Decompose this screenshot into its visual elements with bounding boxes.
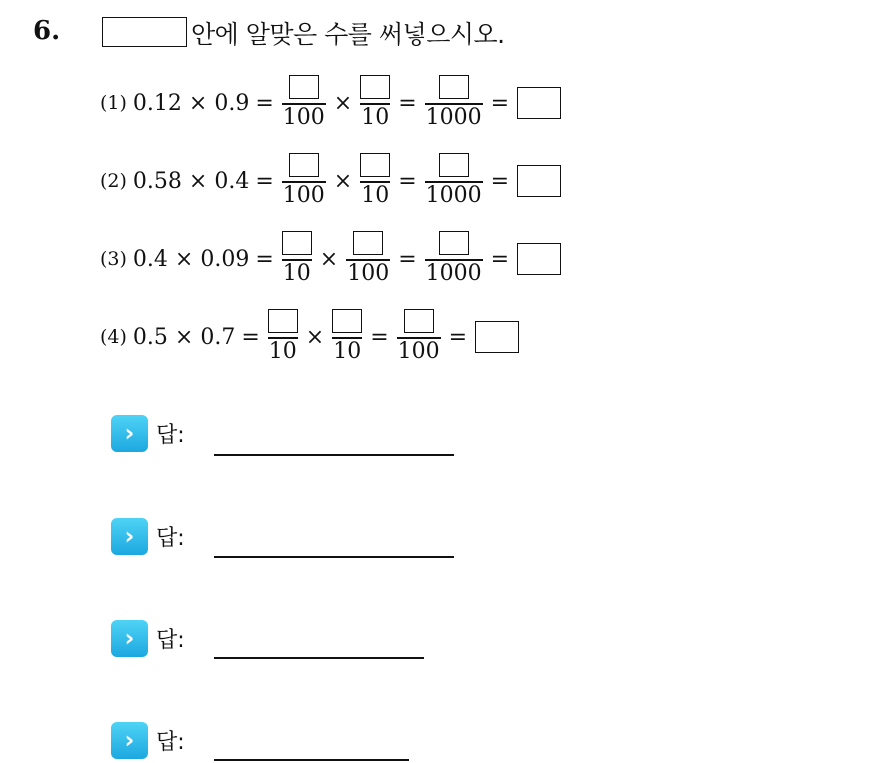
problem-expression: 0.12 × 0.9 <box>132 90 250 116</box>
fraction <box>425 231 483 287</box>
denominator: 100 <box>347 260 390 286</box>
fraction <box>360 153 390 209</box>
problem-expression: 0.58 × 0.4 <box>132 168 250 194</box>
chevron-right-icon: › <box>111 620 148 657</box>
numerator-blank <box>268 309 298 333</box>
problem-expression: 0.4 × 0.09 <box>132 246 250 272</box>
equals-sign: = <box>490 90 510 116</box>
denominator: 100 <box>397 338 440 364</box>
fraction <box>425 75 483 131</box>
answer-row <box>111 516 185 556</box>
answer-label: 답: <box>156 422 185 448</box>
denominator: 100 <box>282 182 325 208</box>
equals-sign: = <box>255 90 274 116</box>
problem-expression: 0.5 × 0.7 <box>132 324 236 350</box>
equals-sign: = <box>490 246 510 272</box>
fraction <box>282 75 326 131</box>
chevron-right-icon: › <box>111 722 148 759</box>
numerator-blank <box>353 231 383 255</box>
times-sign: × <box>319 246 339 272</box>
answer-line[interactable] <box>214 759 409 761</box>
problem-label: (3) <box>100 248 127 270</box>
equals-sign: = <box>255 246 274 272</box>
equals-sign: = <box>490 168 510 194</box>
problem-label: (2) <box>100 170 127 192</box>
fraction <box>332 309 362 365</box>
fraction <box>346 231 390 287</box>
fraction <box>282 153 326 209</box>
result-blank <box>517 165 561 197</box>
answer-row <box>111 413 185 453</box>
denominator: 1000 <box>425 104 482 130</box>
denominator: 10 <box>361 182 390 208</box>
numerator-blank <box>289 75 319 99</box>
answer-line[interactable] <box>214 657 424 659</box>
problem-row <box>100 146 561 216</box>
problem-label: (1) <box>100 92 127 114</box>
equals-sign: = <box>370 324 389 350</box>
equals-sign: = <box>398 90 417 116</box>
fraction <box>425 153 483 209</box>
denominator: 100 <box>282 104 325 130</box>
result-blank <box>475 321 519 353</box>
answer-line[interactable] <box>214 454 454 456</box>
fraction <box>360 75 390 131</box>
numerator-blank <box>360 75 390 99</box>
denominator: 1000 <box>425 260 482 286</box>
problem-row <box>100 302 519 372</box>
times-sign: × <box>333 168 353 194</box>
numerator-blank <box>439 75 469 99</box>
denominator: 10 <box>268 338 297 364</box>
answer-blank-box <box>102 17 187 47</box>
numerator-blank <box>332 309 362 333</box>
times-sign: × <box>333 90 353 116</box>
fraction <box>397 309 441 365</box>
question-number: 6. <box>33 16 61 46</box>
fraction <box>268 309 298 365</box>
equals-sign: = <box>398 168 417 194</box>
answer-row <box>111 618 185 658</box>
chevron-right-icon: › <box>111 518 148 555</box>
answer-label: 답: <box>156 627 185 653</box>
numerator-blank <box>289 153 319 177</box>
numerator-blank <box>404 309 434 333</box>
equals-sign: = <box>398 246 417 272</box>
times-sign: × <box>305 324 325 350</box>
denominator: 10 <box>333 338 362 364</box>
numerator-blank <box>282 231 312 255</box>
denominator: 10 <box>282 260 311 286</box>
equals-sign: = <box>255 168 274 194</box>
result-blank <box>517 243 561 275</box>
numerator-blank <box>439 153 469 177</box>
equals-sign: = <box>241 324 260 350</box>
answer-row <box>111 720 185 760</box>
answer-line[interactable] <box>214 556 454 558</box>
result-blank <box>517 87 561 119</box>
denominator: 1000 <box>425 182 482 208</box>
equals-sign: = <box>448 324 468 350</box>
problem-label: (4) <box>100 326 127 348</box>
problem-row <box>100 68 561 138</box>
problem-row <box>100 224 561 294</box>
answer-label: 답: <box>156 729 185 755</box>
numerator-blank <box>439 231 469 255</box>
answer-label: 답: <box>156 525 185 551</box>
numerator-blank <box>360 153 390 177</box>
question-instruction: 안에 알맞은 수를 써넣으시오. <box>191 20 505 49</box>
denominator: 10 <box>361 104 390 130</box>
chevron-right-icon: › <box>111 415 148 452</box>
fraction <box>282 231 312 287</box>
